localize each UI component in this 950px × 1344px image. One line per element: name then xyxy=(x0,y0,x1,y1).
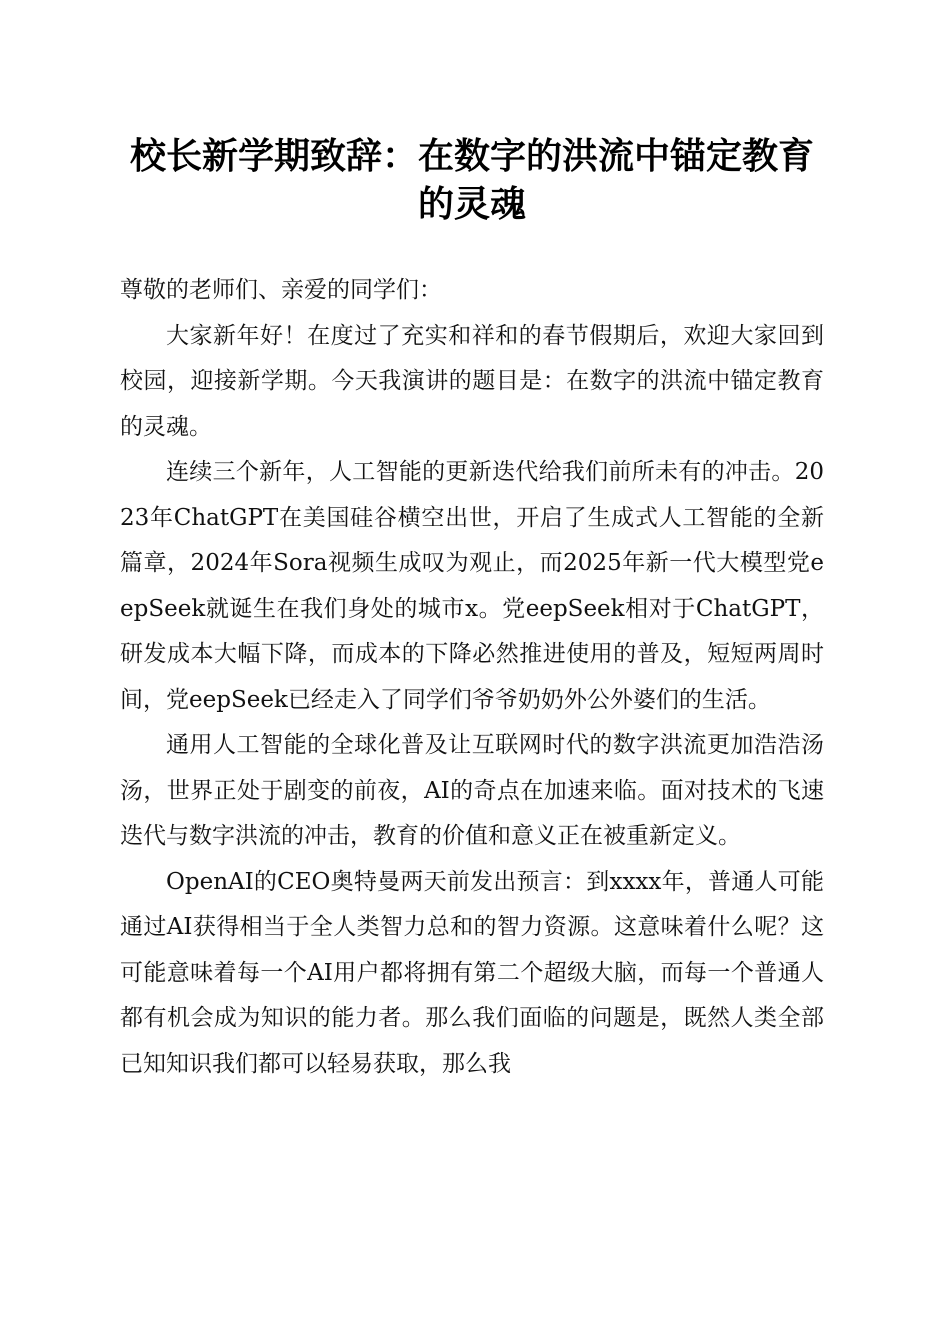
paragraph-1: 大家新年好！在度过了充实和祥和的春节假期后，欢迎大家回到校园，迎接新学期。今天我演讲的题目是：在数字的洪流中锚定教育的灵魂。 xyxy=(120,322,824,440)
paragraph-3: 通用人工智能的全球化普及让互联网时代的数字洪流更加浩浩汤汤，世界正处于剧变的前夜，AI的奇点在加速来临。面对技术的飞速迭代与数字洪流的冲击，教育的价值和意义正在被重新定义。 xyxy=(120,732,824,849)
paragraph-4: OpenAI的CEO奥特曼两天前发出预言：到xxxx年，普通人可能通过AI获得相当于全人类智力总和的智力资源。这意味着什么呢？这可能意味着每一个AI用户都将拥有第二个超级大脑，而每一个普通人都有机会成为知识的能力者。那么我们面临的问题是，既然人类全部已知知识我们都可以轻易获取，那么我 xyxy=(120,868,824,1077)
salutation: 尊敬的老师们、亲爱的同学们： xyxy=(120,277,442,303)
paragraph-2: 连续三个新年，人工智能的更新迭代给我们前所未有的冲击。2023年ChatGPT在美国硅谷横空出世，开启了生成式人工智能的全新篇章，2024年Sora视频生成叹为观止，而2025年新一代大模型党eepSeek就诞生在我们身处的城市x。党eepSeek相对于ChatGPT，研发成本大幅下降，而成本的下降必然推进使用的普及，短短两周时间，党eepSeek已经走入了同学们爷爷奶奶外公外婆们的生活。 xyxy=(120,459,824,713)
document-title: 校长新学期致辞：在数字的洪流中锚定教育的灵魂 xyxy=(129,135,814,225)
